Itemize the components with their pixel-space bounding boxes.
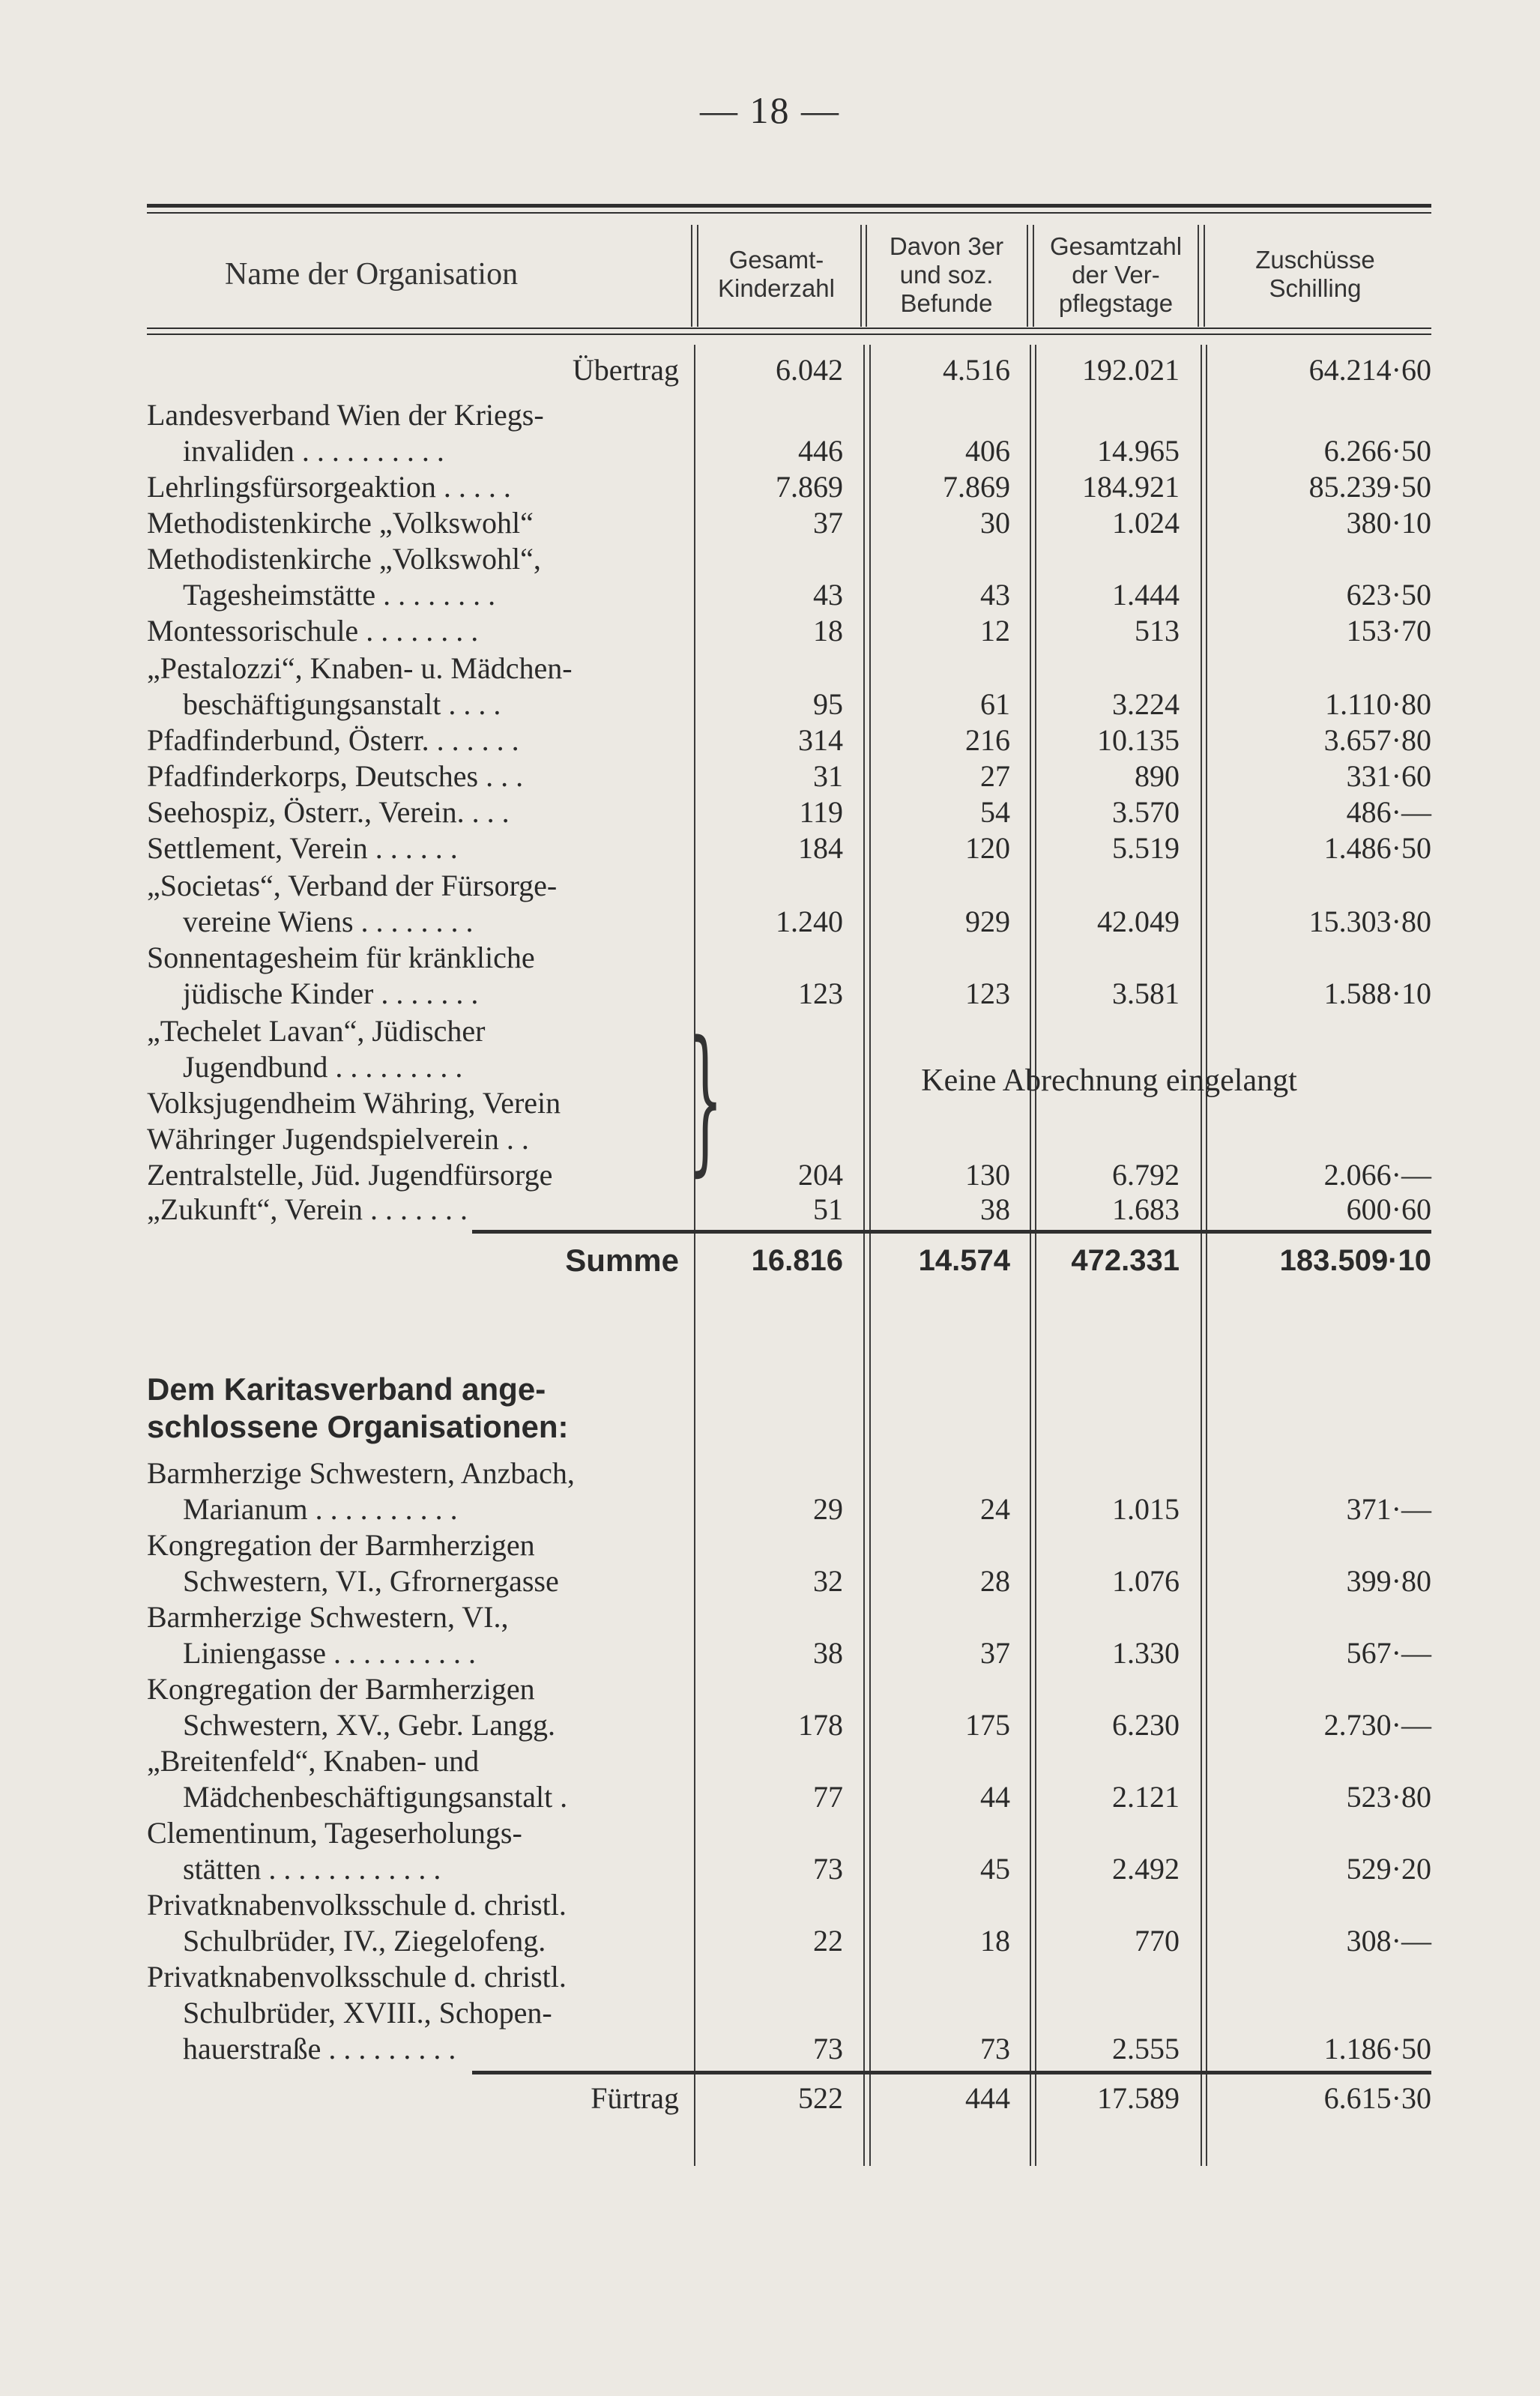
fuertrag-zuschuesse: 6.615·30: [1323, 2081, 1431, 2115]
col-divider: [1027, 225, 1028, 327]
cell-kinderzahl: 73: [813, 1852, 843, 1886]
header-name: Name der Organisation: [225, 257, 519, 292]
cell-verpflegstage: 1.444: [1112, 578, 1180, 612]
cell-verpflegstage: 513: [1135, 614, 1180, 648]
cell-verpflegstage: 6.792: [1112, 1158, 1180, 1192]
summe-zuschuesse: 183.509·10: [1279, 1244, 1431, 1277]
cell-verpflegstage: 890: [1135, 759, 1180, 793]
cell-zuschuesse: 64.214·60: [1308, 353, 1431, 387]
cell-kinderzahl: 29: [813, 1492, 843, 1526]
row-label: invaliden . . . . . . . . . .: [183, 434, 444, 468]
cell-kinderzahl: 6.042: [776, 353, 843, 387]
row-label: „Societas“, Verband der Fürsorge-: [147, 869, 558, 902]
cell-kinderzahl: 7.869: [776, 470, 843, 504]
cell-zuschuesse: 308·—: [1346, 1924, 1431, 1958]
cell-befunde: 61: [980, 687, 1010, 721]
fuertrag-rule: [472, 2071, 1431, 2074]
row-label: Kongregation der Barmherzigen: [147, 1528, 535, 1562]
cell-befunde: 7.869: [943, 470, 1010, 504]
cell-kinderzahl: 77: [813, 1780, 843, 1814]
row-label: Jugendbund . . . . . . . . .: [183, 1050, 463, 1084]
row-label: Barmherzige Schwestern, VI.,: [147, 1600, 509, 1634]
cell-verpflegstage: 1.024: [1112, 506, 1180, 540]
cell-kinderzahl: 204: [798, 1158, 843, 1192]
cell-verpflegstage: 5.519: [1112, 831, 1180, 865]
section-heading-line: Dem Karitasverband ange-: [147, 1371, 546, 1407]
row-label: Settlement, Verein . . . . . .: [147, 831, 458, 865]
row-label: hauerstraße . . . . . . . . .: [183, 2032, 456, 2065]
cell-kinderzahl: 1.240: [776, 905, 843, 938]
cell-kinderzahl: 31: [813, 759, 843, 793]
cell-verpflegstage: 1.683: [1112, 1192, 1180, 1226]
cell-zuschuesse: 1.186·50: [1323, 2032, 1431, 2065]
cell-zuschuesse: 529·20: [1346, 1852, 1431, 1886]
col-divider: [697, 225, 698, 327]
summe-rule: [472, 1230, 1431, 1234]
cell-zuschuesse: 15.303·80: [1308, 905, 1431, 938]
no-report-note: Keine Abrechnung eingelangt: [921, 1063, 1297, 1098]
row-label: Methodistenkirche „Volkswohl“: [147, 506, 534, 540]
col-divider: [1204, 225, 1205, 327]
cell-zuschuesse: 331·60: [1346, 759, 1431, 793]
col-divider: [1201, 345, 1202, 2166]
row-label: Schwestern, XV., Gebr. Langg.: [183, 1708, 555, 1742]
cell-kinderzahl: 18: [813, 614, 843, 648]
fuertrag-verpflegstage: 17.589: [1097, 2081, 1180, 2115]
cell-zuschuesse: 371·—: [1346, 1492, 1431, 1526]
cell-zuschuesse: 1.110·80: [1325, 687, 1431, 721]
row-label: „Techelet Lavan“, Jüdischer: [147, 1014, 486, 1048]
summe-kinderzahl: 16.816: [751, 1244, 843, 1277]
header-bottom-rule: [147, 328, 1431, 329]
header-col1: Gesamt- Kinderzahl: [718, 246, 835, 302]
row-label: Schulbrüder, IV., Ziegelofeng.: [183, 1924, 546, 1958]
cell-befunde: 929: [965, 905, 1010, 938]
grouping-brace: }: [688, 1007, 723, 1191]
cell-befunde: 18: [980, 1924, 1010, 1958]
col-divider: [866, 225, 867, 327]
cell-verpflegstage: 3.581: [1112, 977, 1180, 1010]
cell-verpflegstage: 10.135: [1097, 723, 1180, 757]
cell-zuschuesse: 153·70: [1346, 614, 1431, 648]
col-divider: [691, 225, 692, 327]
row-label: Lehrlingsfürsorgeaktion . . . . .: [147, 470, 511, 504]
col-divider: [863, 345, 865, 2166]
cell-befunde: 28: [980, 1564, 1010, 1598]
row-label: Clementinum, Tageserholungs-: [147, 1816, 522, 1850]
summe-verpflegstage: 472.331: [1071, 1244, 1180, 1277]
cell-befunde: 73: [980, 2032, 1010, 2065]
cell-verpflegstage: 184.921: [1082, 470, 1180, 504]
cell-befunde: 38: [980, 1192, 1010, 1226]
cell-kinderzahl: 37: [813, 506, 843, 540]
cell-befunde: 45: [980, 1852, 1010, 1886]
row-label: Zentralstelle, Jüd. Jugendfürsorge: [147, 1158, 553, 1192]
cell-befunde: 44: [980, 1780, 1010, 1814]
cell-befunde: 120: [965, 831, 1010, 865]
cell-kinderzahl: 314: [798, 723, 843, 757]
cell-zuschuesse: 523·80: [1346, 1780, 1431, 1814]
cell-verpflegstage: 1.015: [1112, 1492, 1180, 1526]
header-bottom-rule-2: [147, 334, 1431, 335]
col-divider: [694, 345, 695, 2166]
cell-verpflegstage: 2.121: [1112, 1780, 1180, 1814]
row-label: jüdische Kinder . . . . . . .: [183, 977, 479, 1010]
col-divider: [860, 225, 862, 327]
cell-verpflegstage: 1.076: [1112, 1564, 1180, 1598]
cell-verpflegstage: 2.555: [1112, 2032, 1180, 2065]
col-divider: [1198, 225, 1199, 327]
cell-zuschuesse: 85.239·50: [1308, 470, 1431, 504]
row-label: Landesverband Wien der Kriegs-: [147, 398, 544, 432]
row-label: Kongregation der Barmherzigen: [147, 1672, 535, 1706]
cell-befunde: 27: [980, 759, 1010, 793]
cell-kinderzahl: 38: [813, 1636, 843, 1670]
row-label: beschäftigungsanstalt . . . .: [183, 687, 501, 721]
cell-befunde: 175: [965, 1708, 1010, 1742]
cell-zuschuesse: 399·80: [1346, 1564, 1431, 1598]
section-heading-line: schlossene Organisationen:: [147, 1409, 569, 1444]
cell-befunde: 24: [980, 1492, 1010, 1526]
col-divider: [1033, 225, 1034, 327]
summe-label: Summe: [565, 1243, 679, 1278]
fuertrag-befunde: 444: [965, 2081, 1010, 2115]
row-label: Methodistenkirche „Volkswohl“,: [147, 542, 541, 576]
col-divider: [1030, 345, 1031, 2166]
cell-kinderzahl: 73: [813, 2032, 843, 2065]
cell-verpflegstage: 192.021: [1082, 353, 1180, 387]
cell-zuschuesse: 600·60: [1346, 1192, 1431, 1226]
row-label: Mädchenbeschäftigungsanstalt .: [183, 1780, 568, 1814]
cell-verpflegstage: 3.224: [1112, 687, 1180, 721]
cell-befunde: 406: [965, 434, 1010, 468]
row-label: „Pestalozzi“, Knaben- u. Mädchen-: [147, 651, 573, 685]
row-label: stätten . . . . . . . . . . . .: [183, 1852, 441, 1886]
cell-befunde: 30: [980, 506, 1010, 540]
cell-verpflegstage: 770: [1135, 1924, 1180, 1958]
cell-kinderzahl: 178: [798, 1708, 843, 1742]
cell-befunde: 123: [965, 977, 1010, 1010]
page-number: — 18 —: [700, 89, 840, 131]
row-label: „Zukunft“, Verein . . . . . . .: [147, 1192, 468, 1226]
cell-befunde: 43: [980, 578, 1010, 612]
cell-befunde: 130: [965, 1158, 1010, 1192]
table-top-rule: [147, 204, 1431, 208]
cell-kinderzahl: 32: [813, 1564, 843, 1598]
cell-zuschuesse: 2.066·—: [1323, 1158, 1431, 1192]
cell-kinderzahl: 51: [813, 1192, 843, 1226]
cell-kinderzahl: 123: [798, 977, 843, 1010]
row-label: Schulbrüder, XVIII., Schopen-: [183, 1996, 552, 2030]
cell-zuschuesse: 623·50: [1346, 578, 1431, 612]
cell-zuschuesse: 1.486·50: [1323, 831, 1431, 865]
cell-kinderzahl: 119: [799, 795, 843, 829]
cell-verpflegstage: 14.965: [1097, 434, 1180, 468]
cell-befunde: 37: [980, 1636, 1010, 1670]
row-label: Übertrag: [572, 353, 679, 387]
row-label: Marianum . . . . . . . . . .: [183, 1492, 458, 1526]
header-col4: Zuschüsse Schilling: [1255, 246, 1375, 302]
cell-befunde: 12: [980, 614, 1010, 648]
cell-zuschuesse: 567·—: [1346, 1636, 1431, 1670]
cell-kinderzahl: 446: [798, 434, 843, 468]
cell-befunde: 4.516: [943, 353, 1010, 387]
cell-zuschuesse: 6.266·50: [1323, 434, 1431, 468]
row-label: Sonnentagesheim für kränkliche: [147, 941, 535, 974]
fuertrag-kinderzahl: 522: [798, 2081, 843, 2115]
row-label: Privatknabenvolksschule d. christl.: [147, 1960, 567, 1994]
cell-befunde: 216: [965, 723, 1010, 757]
cell-zuschuesse: 486·—: [1346, 795, 1431, 829]
cell-kinderzahl: 184: [798, 831, 843, 865]
row-label: Währinger Jugendspielverein . .: [147, 1122, 529, 1156]
row-label: Tagesheimstätte . . . . . . . .: [183, 578, 496, 612]
cell-zuschuesse: 2.730·—: [1323, 1708, 1431, 1742]
row-label: „Breitenfeld“, Knaben- und: [147, 1744, 480, 1778]
cell-verpflegstage: 6.230: [1112, 1708, 1180, 1742]
cell-kinderzahl: 22: [813, 1924, 843, 1958]
cell-kinderzahl: 95: [813, 687, 843, 721]
cell-zuschuesse: 3.657·80: [1323, 723, 1431, 757]
row-label: Volksjugendheim Währing, Verein: [147, 1086, 561, 1120]
row-label: Liniengasse . . . . . . . . . .: [183, 1636, 477, 1670]
fuertrag-label: Fürtrag: [591, 2081, 679, 2115]
row-label: vereine Wiens . . . . . . . .: [183, 905, 474, 938]
cell-kinderzahl: 43: [813, 578, 843, 612]
row-label: Montessorischule . . . . . . . .: [147, 614, 479, 648]
row-label: Pfadfinderbund, Österr. . . . . . .: [147, 723, 519, 757]
header-col2: Davon 3er und soz. Befunde: [889, 232, 1004, 317]
cell-verpflegstage: 42.049: [1097, 905, 1180, 938]
cell-zuschuesse: 380·10: [1346, 506, 1431, 540]
cell-verpflegstage: 3.570: [1112, 795, 1180, 829]
row-label: Barmherzige Schwestern, Anzbach,: [147, 1456, 575, 1490]
cell-befunde: 54: [980, 795, 1010, 829]
row-label: Pfadfinderkorps, Deutsches . . .: [147, 759, 524, 793]
row-label: Seehospiz, Österr., Verein. . . .: [147, 795, 510, 829]
cell-verpflegstage: 2.492: [1112, 1852, 1180, 1886]
row-label: Schwestern, VI., Gfrornergasse: [183, 1564, 559, 1598]
summe-befunde: 14.574: [918, 1244, 1010, 1277]
row-label: Privatknabenvolksschule d. christl.: [147, 1888, 567, 1922]
header-col3: Gesamtzahl der Ver- pflegstage: [1049, 232, 1183, 317]
table-top-rule-thin: [147, 212, 1431, 214]
cell-zuschuesse: 1.588·10: [1323, 977, 1431, 1010]
cell-verpflegstage: 1.330: [1112, 1636, 1180, 1670]
